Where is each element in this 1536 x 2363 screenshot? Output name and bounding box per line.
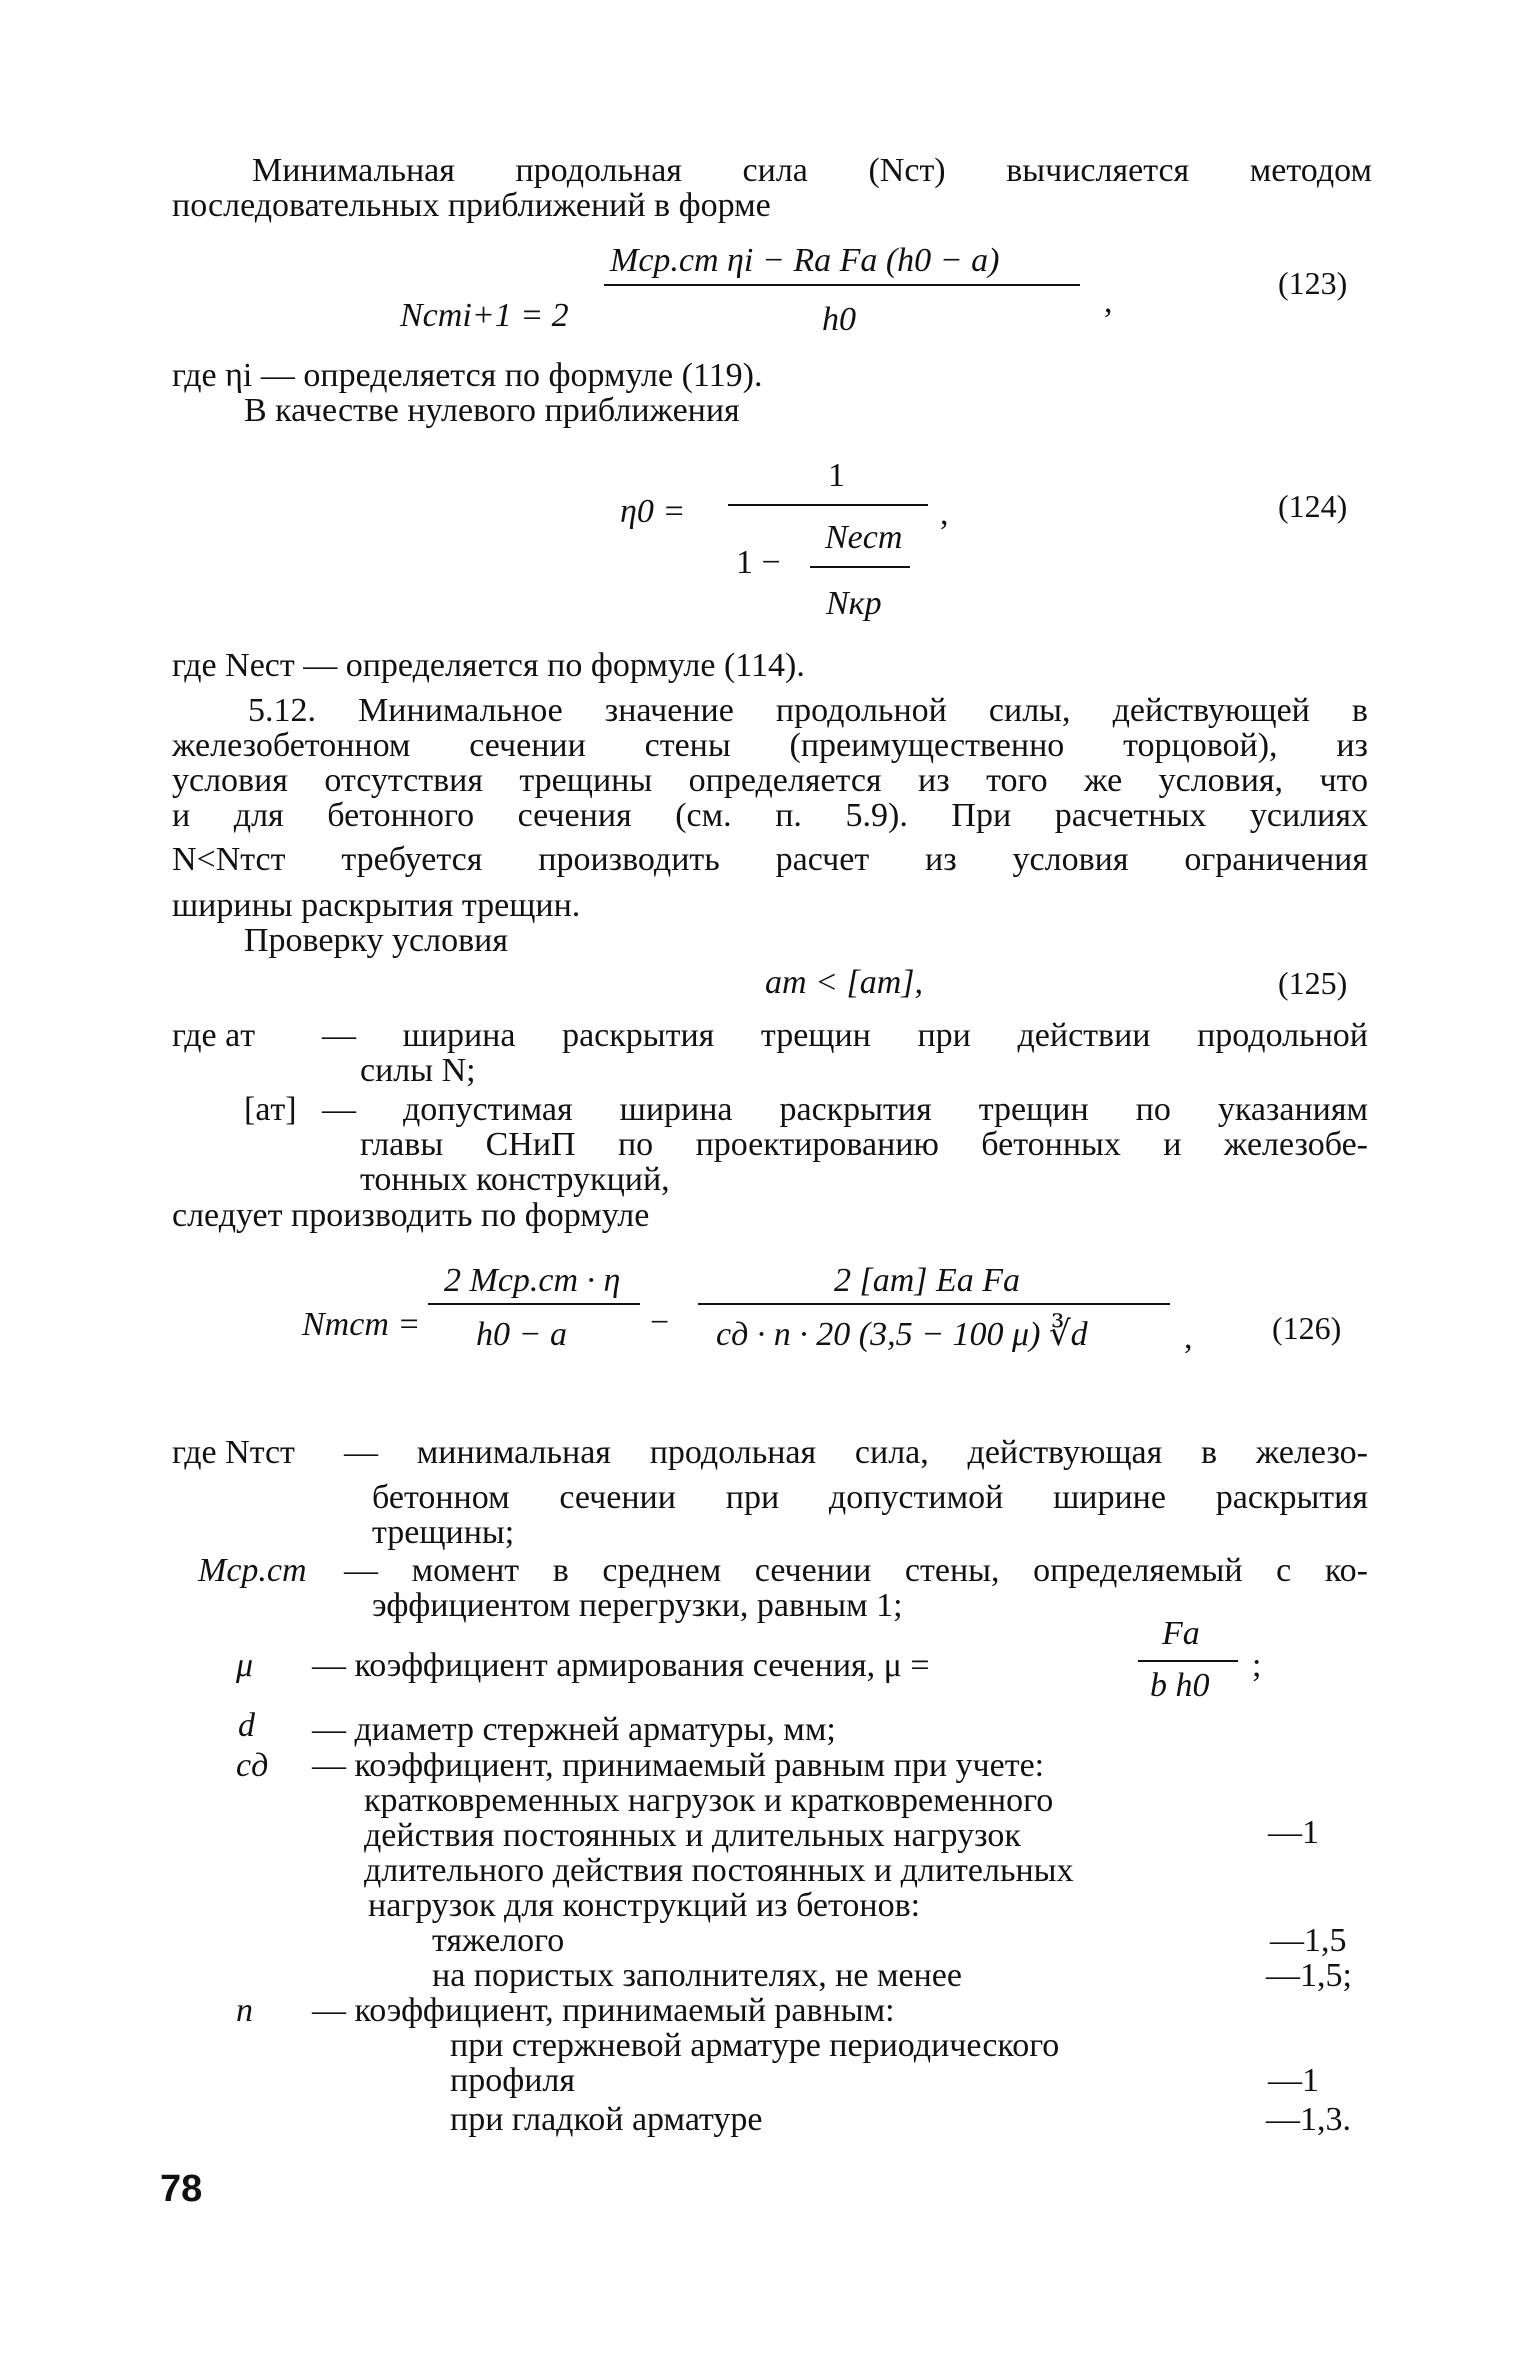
def-mu-denominator: b h0 [1150,1667,1210,1704]
def-d-symbol: d [238,1707,255,1744]
def-c-text: тяжелого [432,1922,565,1959]
paragraph-line: последовательных приближений в форме [172,187,771,224]
def-N-text: — минимальная продольная сила, действующая в железо- [344,1434,1368,1471]
def-c-text: — коэффициент, принимаемый равным при учете: [312,1747,1045,1784]
page-number: 78 [160,2168,203,2210]
def-n-text: при стержневой арматуре периодического [450,2027,1060,2064]
def-n-text: профиля [450,2062,576,2099]
def-mu-numerator: Fa [1162,1615,1200,1652]
eq123-comma: , [1104,283,1113,320]
eq126-fraction-bar-2 [698,1303,1170,1305]
eq124-numerator: 1 [828,457,845,494]
def-mu-end: ; [1252,1647,1262,1684]
eq124-number: (124) [1278,488,1348,524]
def-mu-fraction-bar [1138,1660,1238,1662]
zero-approximation-intro: В качестве нулевого приближения [244,392,740,429]
def-M-text: эффициентом перегрузки, равным 1; [372,1587,903,1624]
where-b-text: тонных конструкций, [360,1161,670,1198]
eq126-numerator-1: 2 Mср.ст · η [444,1262,621,1299]
eq126-denominator-1: h0 − a [476,1316,567,1353]
def-c-text: на пористых заполнителях, не менее [432,1957,962,1994]
def-N-symbol: где Nтст [172,1434,295,1471]
def-M-symbol: Mср.ст [198,1552,307,1589]
def-n-symbol: n [236,1992,253,2029]
where-a-text: — ширина раскрытия трещин при действии продольной [322,1017,1368,1054]
where-a-symbol: где aт [172,1017,256,1054]
eq124-inner-numerator: Neст [825,519,903,556]
paragraph-line: N<Nтст требуется производить расчет из условия ограничения [172,841,1368,878]
eq124-lhs: η0 = [620,493,686,530]
eq123-numerator: Mср.ст ηi − Ra Fa (h0 − a) [610,242,1000,279]
eq124-denominator-prefix: 1 − [736,544,781,581]
def-N-text: бетонном сечении при допустимой ширине раскрытия [372,1479,1368,1516]
eq126-number: (126) [1272,1310,1342,1346]
def-c-text: кратковременных нагрузок и кратковременного [364,1782,1054,1819]
def-d-text: — диаметр стержней арматуры, мм; [312,1711,836,1748]
note-123: где ηi — определяется по формуле (119). [172,357,763,394]
eq123-lhs: Nстi+1 = 2 [400,297,569,334]
def-c-value: —1 [1268,1814,1319,1851]
eq124-comma: , [940,495,949,532]
def-M-text: — момент в среднем сечении стены, определяемый с ко- [344,1552,1368,1589]
def-mu-symbol: μ [236,1647,254,1684]
eq123-number: (123) [1278,265,1348,301]
eq126-lhs: Nтст = [302,1306,421,1343]
check-intro: Проверку условия [244,922,508,959]
where-b-text: главы СНиП по проектированию бетонных и железобе- [360,1126,1368,1163]
eq126-denominator-2: cд · n · 20 (3,5 − 100 μ) ∛d [716,1316,1088,1353]
eq123-denominator: h0 [822,301,856,338]
eq123-fraction-bar [604,284,1080,286]
def-c-value: —1,5 [1270,1922,1347,1959]
def-c-symbol: cд [236,1747,269,1784]
eq125-formula: aт < [aт], [765,964,924,1001]
def-c-text: длительного действия постоянных и длительных [364,1852,1074,1889]
eq126-fraction-bar-1 [428,1303,640,1305]
eq124-fraction-bar [728,504,928,506]
paragraph-line: условия отсутствия трещины определяется из того же условия, что [172,762,1368,799]
paragraph-line: Минимальная продольная сила (Nст) вычисляется методом [252,152,1372,189]
note-124: где Neст — определяется по формуле (114). [172,647,805,684]
def-n-value: —1 [1268,2062,1319,2099]
eq126-minus: − [650,1304,670,1341]
follow-text: следует производить по формуле [172,1197,650,1234]
paragraph-line: ширины раскрытия трещин. [172,887,581,924]
where-b-symbol: [aт] [244,1091,297,1128]
eq124-inner-fraction-bar [810,566,910,568]
where-a-text: силы N; [360,1052,476,1089]
def-c-text: нагрузок для конструкций из бетонов: [368,1887,921,1924]
def-c-value: —1,5; [1266,1957,1352,1994]
eq126-numerator-2: 2 [aт] Ea Fa [834,1262,1021,1299]
eq126-comma: , [1184,1319,1193,1356]
paragraph-line: и для бетонного сечения (см. п. 5.9). При расчетных усилиях [172,797,1368,834]
def-n-text: при гладкой арматуре [450,2101,763,2138]
def-mu-text: — коэффициент армирования сечения, μ = [312,1647,930,1684]
def-c-text: действия постоянных и длительных нагрузок [364,1817,1021,1854]
def-n-text: — коэффициент, принимаемый равным: [312,1992,895,2029]
eq125-number: (125) [1278,965,1348,1001]
where-b-text: — допустимая ширина раскрытия трещин по указаниям [322,1091,1368,1128]
paragraph-line: железобетонном сечении стены (преимущественно торцовой), из [172,727,1368,764]
def-N-text: трещины; [372,1514,515,1551]
def-n-value: —1,3. [1266,2101,1351,2138]
eq124-inner-denominator: Nкр [826,585,882,622]
paragraph-line: 5.12. Минимальное значение продольной силы, действующей в [248,692,1368,729]
